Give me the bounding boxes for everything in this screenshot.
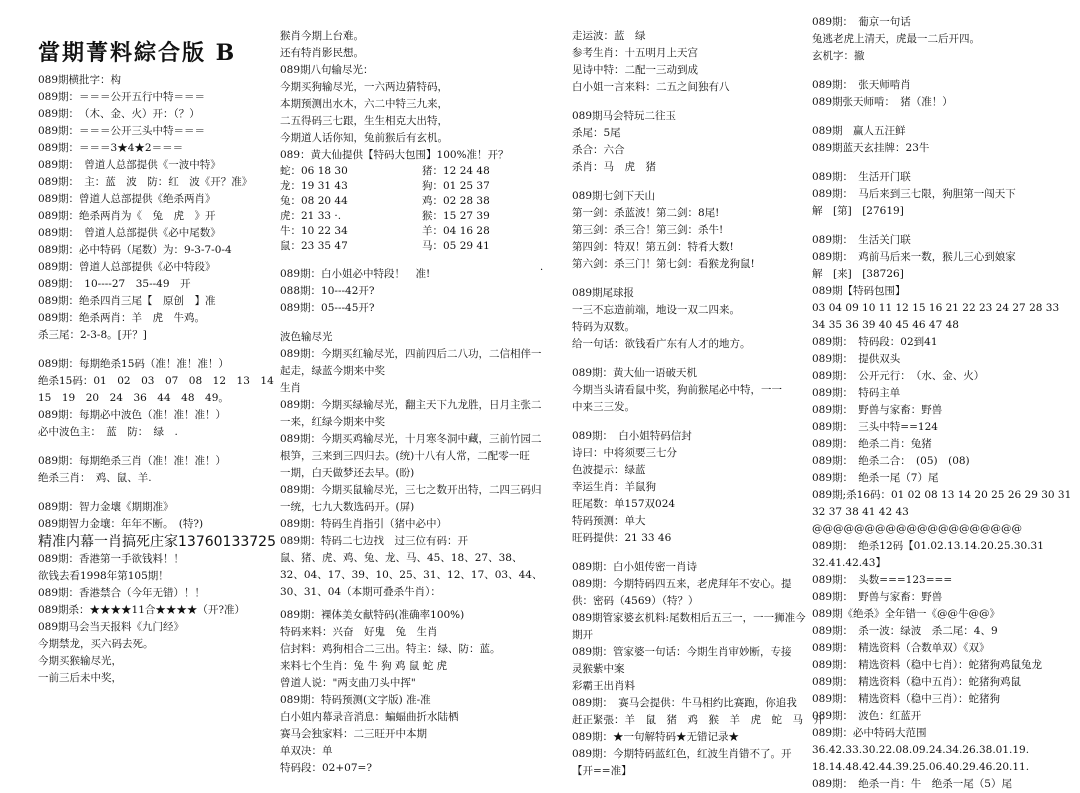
text-line: 玄机字：撤	[812, 50, 865, 62]
column-1	[38, 36, 276, 764]
text-line: 一三不忘造前端，地设一双二四来。	[572, 304, 740, 316]
text-line: 089期：每期必中波色（准！准！准！）	[38, 409, 227, 421]
section-4d	[812, 169, 1072, 220]
text-line: 089期：必中特码大范围	[812, 727, 927, 739]
text-line: 089期：必中特码（尾数）为：9-3-7-0-4	[38, 244, 232, 256]
column-4	[812, 14, 1072, 790]
text-line: 089期： 三头中特==124	[812, 421, 938, 433]
text-line: 089期马会当天报料《九门经》	[38, 621, 185, 633]
text-line: 089期：今期特码四五来，老虎拜年不安心。提	[572, 578, 792, 590]
text-line: 旺码提供：21 33 46	[572, 532, 672, 544]
text-line: 二五得码三七跟，生生相克大出特，	[280, 115, 448, 127]
text-line: 089期：今期买绿输尽光，翻主天下九龙胜，日月主张二	[280, 399, 542, 411]
text-line: 猴肖今期上台难。	[280, 30, 364, 42]
text-line: 03 04 09 10 11 12 15 16 21 22 23 24 27 28 33	[812, 302, 1060, 314]
text-line: 089期：特码生肖指引（猪中必中）	[280, 518, 448, 530]
text-line: 089期： 绝杀二合： (05) (08)	[812, 455, 970, 467]
text-line: 白小姐内幕录音消息：蝙蝠曲折水陆栖	[280, 711, 459, 723]
zodiac-entry: 鼠：23 35 47	[280, 240, 348, 252]
text-line: 089期杀：★★★★11合★★★★（开?准）	[38, 604, 246, 616]
text-line: 一来，红绿今期来中奖	[280, 416, 385, 428]
text-line: 089期： 公开元行： （水、金、火）	[812, 370, 985, 382]
text-line: 089期：05---45开?	[280, 302, 375, 314]
text-line: 089期：黄大仙一语破天机	[572, 367, 698, 379]
zodiac-entry: 马：05 29 41	[422, 240, 490, 252]
text-line: 089期：今期买鸡输尽光，十月寒冬洞中藏，三前竹园二	[280, 433, 542, 445]
text-line: 089期： 特码段：02到41	[812, 336, 938, 348]
text-line: 一期，白天做梦还去早。(盼)	[280, 467, 415, 479]
text-line: 必中波色主： 蓝 防： 绿 .	[38, 426, 178, 438]
text-line: 089期： 野兽与家畜：野兽	[812, 591, 943, 603]
zodiac-entry: 蛇：06 18 30	[280, 165, 348, 177]
text-line: 杀尾：5尾	[572, 127, 621, 139]
text-line: 089期： 特码主单	[812, 387, 901, 399]
section-4b	[812, 77, 1072, 111]
section-1a	[38, 72, 276, 344]
text-line: 欲钱去看1998年第105期！	[38, 570, 169, 582]
text-line: 089期：今期买鼠输尽光，三七之数开出特，二四三码归	[280, 484, 542, 496]
section-2c	[280, 329, 552, 601]
text-line: 089期： 生活关门联	[812, 234, 911, 246]
text-line: 绝杀三肖： 鸡、鼠、羊.	[38, 472, 152, 484]
text-line: 089期【特码包围】	[812, 285, 906, 297]
text-line: 089期：＝＝＝公开三头中特＝＝＝	[38, 125, 206, 137]
text-line: 第三剑：杀三合！第三剑：杀牛!	[572, 224, 724, 236]
text-line: 089期张天师啃： 猪（准！）	[812, 96, 953, 108]
text-line: 089期：★一句解特码★无错记录★	[572, 731, 740, 743]
text-line: 第四剑：特双！第五剑：特肴大数!	[572, 241, 734, 253]
text-line: 089期： 精选资料（合数单双）《双》	[812, 642, 990, 654]
text-line: 特码来料：兴奋 好鬼 兔 生肖	[280, 626, 438, 638]
text-line: 089期：曾道人总部提供《必中特段》	[38, 261, 216, 273]
text-line: 088期：10---42开?	[280, 285, 375, 297]
text-line: 089期：今期特码蓝红色，红波生肖错不了。开	[572, 748, 792, 760]
text-line: 089期： 波色：红蓝开	[812, 710, 922, 722]
section-3e	[572, 365, 804, 416]
text-line: 089期： 10----27 35--49 开	[38, 278, 191, 290]
zodiac-entry: 羊：04 16 28	[422, 225, 490, 237]
text-line: 鼠、猪、虎、鸡、兔、龙、马、45、18、27、38、	[280, 552, 523, 564]
text-line: 089期：特码二七边找 过三位有码：开	[280, 535, 469, 547]
text-line: 089期：今期买红输尽光，四前四后二八功，二信相伴一	[280, 348, 542, 360]
text-line: 参考生肖：十五明月上天宫	[572, 47, 698, 59]
text-line: 信封料：鸡狗相合二三出。特主：绿、防：蓝。	[280, 643, 501, 655]
text-line: 30、31、04（本期可叠杀牛肖）：	[280, 586, 441, 598]
text-line: 色波提示：绿蓝	[572, 464, 646, 476]
text-line: 供：密码（4569）（特？）	[572, 595, 699, 607]
text-line: 今期买猴输尽光，	[38, 655, 122, 667]
text-line: 089期尾球报	[572, 287, 635, 299]
text-line: 诗曰：中将须要三七分	[572, 447, 677, 459]
text-line: 089期： 曾道人总部提供《一波中特》	[38, 159, 221, 171]
text-line: 见诗中特：二配一三动到成	[572, 64, 698, 76]
text-line: 089期智力金壤：年年不断。 (特?)	[38, 518, 204, 530]
text-line: 32、04、17、39、10、25、31、12、17、03、44、	[280, 569, 543, 581]
text-line: 089期蓝天玄挂牌：23牛	[812, 142, 930, 154]
section-1e	[38, 551, 276, 687]
text-line: 089期： 杀一波：绿波 杀二尾：4、9	[812, 625, 998, 637]
text-line: 36.42.33.30.22.08.09.24.34.26.38.01.19.	[812, 744, 1030, 756]
text-line: 起走，绿蓝今期来中奖	[280, 365, 385, 377]
text-line: 【开==准】	[572, 765, 632, 777]
text-line: 089期：＝＝＝3★4★2＝＝＝	[38, 142, 184, 154]
text-line: 给一句话：欲钱看广东有人才的地方。	[572, 338, 751, 350]
text-line: 一前三后未中奖，	[38, 672, 122, 684]
text-line: 089期：香港禁合（今年无错）！！	[38, 587, 206, 599]
text-line: 杀合：六合	[572, 144, 625, 156]
text-line: 089期：智力金壤《期期准》	[38, 501, 174, 513]
text-line: 089期： 曾道人总部提供《必中尾数》	[38, 227, 221, 239]
text-line: 32.41.42.43】	[812, 557, 886, 569]
text-line: 089期横批字：构	[38, 74, 122, 86]
text-line: 幸运生肖：羊鼠狗	[572, 481, 656, 493]
text-line: 089期： 赛马会提供：牛马相约比赛跑，你追我	[572, 697, 797, 709]
text-line: 089期： 头数===123===	[812, 574, 953, 586]
text-line: 089期：绝杀两肖：羊 虎 牛鸡。	[38, 312, 206, 324]
text-line: 解 [来] [38726]	[812, 268, 904, 280]
text-line: 根笋，三来到三四归去。(统)十八有人常，二配零一旺	[280, 450, 530, 462]
text-line: 089期：管家婆一句话：今期生肖审妙断，专接	[572, 646, 792, 658]
section-2d	[280, 607, 552, 777]
text-line: 089期： 张天师啃肖	[812, 79, 911, 91]
section-3g	[572, 559, 824, 780]
section-1b	[38, 356, 276, 441]
text-line: 089期：曾道人总部提供《绝杀两肖》	[38, 193, 216, 205]
text-line: 089期：白小姐传密一肖诗	[572, 561, 698, 573]
text-line: 特码段：02+07=?	[280, 762, 372, 774]
column-2	[280, 28, 552, 774]
text-line: 15 19 20 24 36 44 48 49。	[38, 392, 229, 404]
text-line: 089期： 生活开门联	[812, 171, 911, 183]
text-line: 18.14.48.42.44.39.25.06.40.29.46.20.11.	[812, 761, 1030, 773]
text-line: 089期;杀16码：01 02 08 13 14 20 25 26 29 30 31	[812, 489, 1072, 501]
text-line: 089期：裸体美女献特码(准确率100%)	[280, 609, 465, 621]
text-line: 32 37 38 41 42 43	[812, 506, 909, 518]
text-line: 089期：绝杀两肖为《 兔 虎 》开	[38, 210, 216, 222]
text-line: @@@@@@@@@@@@@@@@@@@@	[812, 523, 1022, 535]
section-4e	[812, 232, 1072, 793]
section-3b	[572, 108, 804, 176]
text-line: 杀肖：马 虎 猪	[572, 161, 656, 173]
section-1c	[38, 453, 276, 487]
text-line: 今期买狗输尽光，一六两边猜特码，	[280, 81, 448, 93]
text-line: 089期： 精选资料（稳中三肖）：蛇猪狗	[812, 693, 1001, 705]
section-2b	[280, 266, 552, 317]
text-line: 兔逃老虎上清天，虎最一二后开四。	[812, 33, 980, 45]
section-3d	[572, 285, 804, 353]
zodiac-entry: 兔：08 20 44	[280, 195, 348, 207]
text-line: 今期当头请看鼠中奖，狗前猴尾必中特，一一	[572, 384, 782, 396]
text-line: 单双决：单	[280, 745, 333, 757]
text-line: 089期八句输尽光：	[280, 64, 374, 76]
text-line: 089期：香港第一手欲钱料！！	[38, 553, 185, 565]
text-line: 089期： 绝杀二肖：兔猪	[812, 438, 932, 450]
text-line: 089期：绝杀四肖三尾【 原创 】准	[38, 295, 216, 307]
text-line: 期开	[572, 629, 593, 641]
text-line: 赛马会独家料：二三旺开中本期	[280, 728, 427, 740]
text-line: 089期： 主：蓝 波 防：红 波《开？准》	[38, 176, 253, 188]
zodiac-entry: 猴：15 27 39	[422, 210, 490, 222]
text-line: 089期： 绝杀一肖：牛 绝杀一尾（5）尾	[812, 778, 1012, 790]
text-line: 第六剑：杀三门！第七剑：看猴龙狗鼠!	[572, 258, 755, 270]
text-line: 089期：白小姐必中特段！ 准!	[280, 268, 431, 280]
text-line: 089期 赢人五汪鲜	[812, 125, 906, 137]
text-line: 还有特肖影民想。	[280, 47, 364, 59]
text-line: 089期：每期绝杀三肖（准！准！准！）	[38, 455, 227, 467]
section-3f	[572, 428, 804, 547]
zodiac-entry: 牛：10 22 34	[280, 225, 348, 237]
section-4a	[812, 14, 1072, 65]
zodiac-number-grid	[280, 164, 552, 254]
page-title: 當期菁料綜合版 B	[38, 40, 237, 66]
text-line: 089期： 葡京一句话	[812, 16, 911, 28]
contact-line: 精准内幕一肖搞死庄家13760133725	[38, 534, 276, 550]
text-line: 来料七个生肖：兔 牛 狗 鸡 鼠 蛇 虎	[280, 660, 448, 672]
text-line: 089期：＝＝＝公开五行中特＝＝＝	[38, 91, 206, 103]
text-line: 089期：特码预测(文字版) 准-准	[280, 694, 431, 706]
section-3c	[572, 188, 804, 273]
text-line: 灵猴紫中案	[572, 663, 625, 675]
text-line: 旺尾数：单157双024	[572, 498, 676, 510]
zodiac-entry: 狗：01 25 37	[422, 180, 490, 192]
text-line: 089期管家婆玄机料:尾数相后五三一，一一狮准今	[572, 612, 806, 624]
text-line: 生肖	[280, 382, 301, 394]
text-line: 一统，七九大数选码开。(屏)	[280, 501, 415, 513]
text-line: 089期： 白小姐特码信封	[572, 430, 692, 442]
text-line: 089期《绝杀》全年错一《@@牛@@》	[812, 608, 1001, 620]
text-line: 089期： 绝杀12码【01.02.13.14.20.25.30.31	[812, 540, 1044, 552]
text-line: 089期： （木、金、火）开：（？）	[38, 108, 200, 120]
text-line: 波色输尽光	[280, 331, 333, 343]
text-line: 走运波：蓝 绿	[572, 30, 646, 42]
text-line: 089期： 绝杀一尾（7）尾	[812, 472, 939, 484]
text-line: 杀三尾：2-3-8。[开？]	[38, 329, 147, 341]
text-line: 绝杀15码：01 02 03 07 08 12 13 14	[38, 375, 274, 387]
text-line: 特码预测：单大	[572, 515, 646, 527]
text-line: 089期： 野兽与家畜：野兽	[812, 404, 943, 416]
text-line: 白小姐一言来料：二五之间独有八	[572, 81, 730, 93]
text-line: 解 [第] [27619]	[812, 205, 904, 217]
text-line: 中来三三发。	[572, 401, 635, 413]
text-line: 赶正緊張：羊 鼠 猪 鸡 猴 羊 虎 蛇 马 开	[572, 714, 824, 726]
text-line: 089期： 马后来到三七限，狗胆第一闯天下	[812, 188, 1016, 200]
text-line: 089：黄大仙提供【特码大包围】100%准！开？	[280, 149, 509, 161]
text-line: 今期道人话你知，兔前猴后有玄机。	[280, 132, 448, 144]
zodiac-entry: 鸡：02 28 38	[422, 195, 490, 207]
column-3	[572, 28, 824, 777]
zodiac-entry: 虎：21 33 ·.	[280, 210, 342, 222]
text-line: 089期： 精选资料（稳中七肖）：蛇猪狗鸡鼠兔龙	[812, 659, 1043, 671]
text-line: 089期： 精选资料（稳中五肖）：蛇猪狗鸡鼠	[812, 676, 1022, 688]
text-line: 第一剑：杀蓝波！第二剑：8尾!	[572, 207, 720, 219]
text-line: 089期： 鸡前马后来一数，猴儿三心到娘家	[812, 251, 1016, 263]
text-line: 089期：每期绝杀15码（准！准！准！）	[38, 358, 229, 370]
section-2a	[280, 28, 552, 164]
text-line: 彩霸王出肖料	[572, 680, 635, 692]
zodiac-entry: 猪：12 24 48	[422, 165, 490, 177]
section-3a	[572, 28, 804, 96]
text-line: 089期马会特玩二往玉	[572, 110, 677, 122]
section-4c	[812, 123, 1072, 157]
text-line: 089期七剑下天山	[572, 190, 656, 202]
text-line: 089期： 提供双头	[812, 353, 901, 365]
text-line: 曾道人说："两支曲刀头中挥"	[280, 677, 416, 689]
stray-mark: ·	[540, 265, 544, 276]
section-1d	[38, 499, 276, 533]
text-line: 34 35 36 39 40 45 46 47 48	[812, 319, 959, 331]
zodiac-entry: 龙：19 31 43	[280, 180, 348, 192]
text-line: 特码为双数。	[572, 321, 635, 333]
text-line: 今期禁龙，买六码去死。	[38, 638, 154, 650]
text-line: 本期预测出水木，六二中特三九来，	[280, 98, 448, 110]
